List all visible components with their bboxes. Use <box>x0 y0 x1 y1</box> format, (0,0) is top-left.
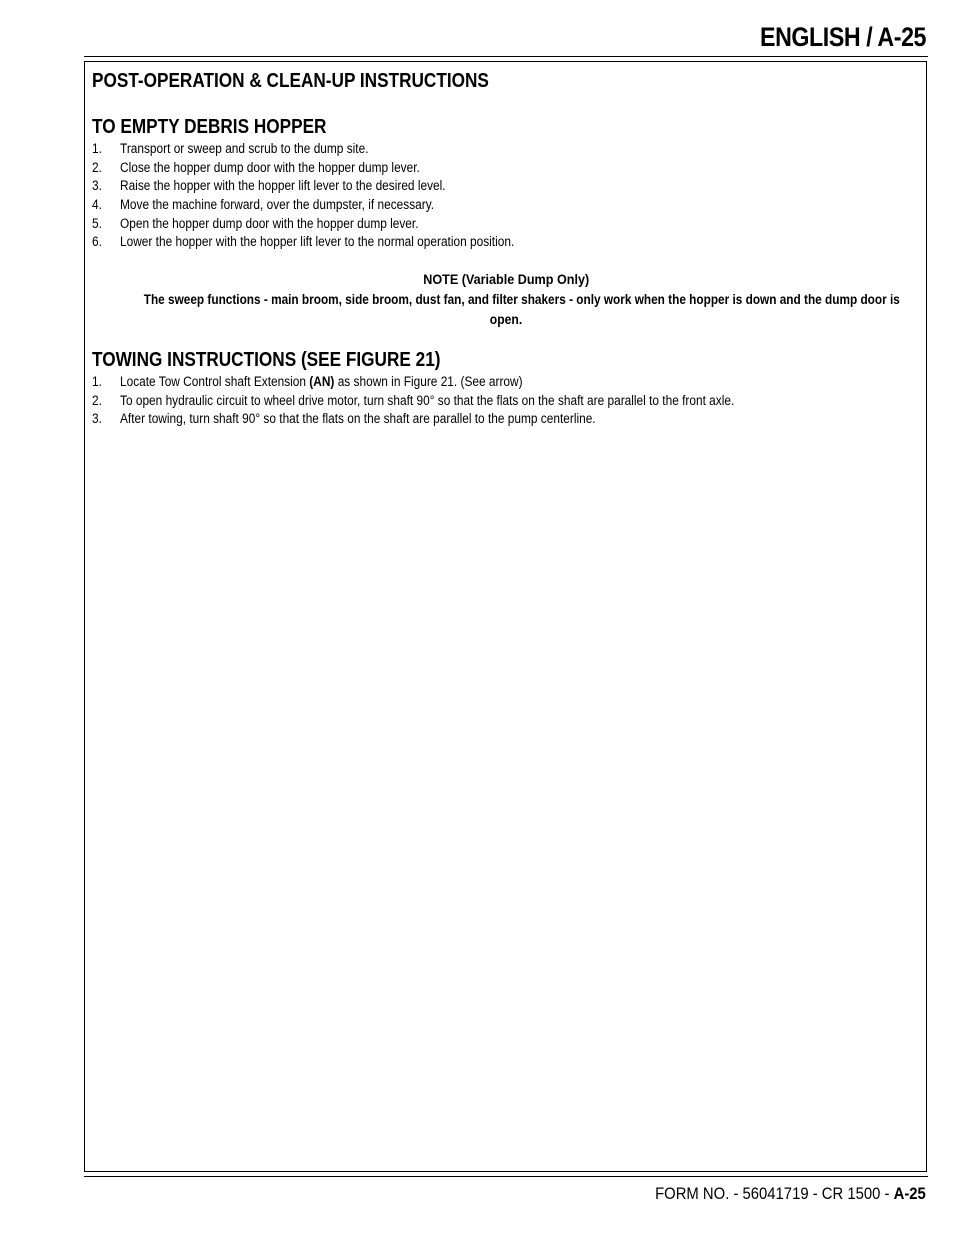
list-item <box>92 140 920 159</box>
form-number: FORM NO. - 56041719 - CR 1500 - <box>655 1185 894 1203</box>
note-body <box>92 290 920 329</box>
callout-an: (AN) <box>309 374 335 389</box>
step-text: Lower the hopper with the hopper lift lever to the normal operation position. <box>120 234 515 250</box>
step-text: Raise the hopper with the hopper lift lever to the desired level. <box>120 178 446 194</box>
list-item <box>92 159 920 178</box>
note-line-1: The sweep functions - main broom, side broom, dust fan, and filter shakers - only work when the hopper is down and the dump door is <box>143 292 900 307</box>
towing-steps <box>92 373 920 429</box>
step-number: 5. <box>92 215 102 231</box>
footer-rule <box>84 1176 928 1177</box>
note-line-2: open. <box>489 311 523 327</box>
page-number: A-25 <box>893 1185 926 1203</box>
step-text: To open hydraulic circuit to wheel drive motor, turn shaft 90° so that the flats on the shaft are parallel to the front axle. <box>120 392 735 408</box>
step-number: 4. <box>92 197 102 213</box>
list-item <box>92 392 920 411</box>
page-header <box>84 18 928 57</box>
step-text: Move the machine forward, over the dumpster, if necessary. <box>120 197 435 213</box>
post-operation-heading: POST-OPERATION & CLEAN-UP INSTRUCTIONS <box>92 70 489 92</box>
list-item <box>92 410 920 429</box>
note-title <box>92 271 920 287</box>
step-number: 3. <box>92 411 102 427</box>
step-text <box>120 373 523 391</box>
step-text: Close the hopper dump door with the hopper dump lever. <box>120 159 420 175</box>
step-number: 2. <box>92 159 102 175</box>
step-number: 1. <box>92 141 102 156</box>
step-text-before: Locate Tow Control shaft Extension <box>120 374 310 389</box>
step-number: 3. <box>92 178 102 194</box>
list-item <box>92 196 920 215</box>
empty-hopper-steps <box>92 140 920 252</box>
list-item <box>92 177 920 196</box>
list-item <box>92 373 920 392</box>
step-number: 6. <box>92 234 102 250</box>
towing-heading: TOWING INSTRUCTIONS (SEE FIGURE 21) <box>92 349 441 371</box>
note-title-text: NOTE (Variable Dump Only) <box>423 271 589 287</box>
page-title: ENGLISH / A-25 <box>759 22 926 52</box>
empty-hopper-heading: TO EMPTY DEBRIS HOPPER <box>92 116 327 138</box>
list-item <box>92 215 920 234</box>
content-box <box>84 61 927 1172</box>
footer <box>655 1185 926 1204</box>
step-text: Transport or sweep and scrub to the dump site. <box>120 141 369 156</box>
step-number: 1. <box>92 374 102 389</box>
list-item <box>92 233 920 252</box>
step-text: Open the hopper dump door with the hopper dump lever. <box>120 215 419 231</box>
step-text-after: as shown in Figure 21. (See arrow) <box>334 374 523 389</box>
step-number: 2. <box>92 392 102 408</box>
step-text: After towing, turn shaft 90° so that the flats on the shaft are parallel to the pump centerline. <box>120 411 596 427</box>
